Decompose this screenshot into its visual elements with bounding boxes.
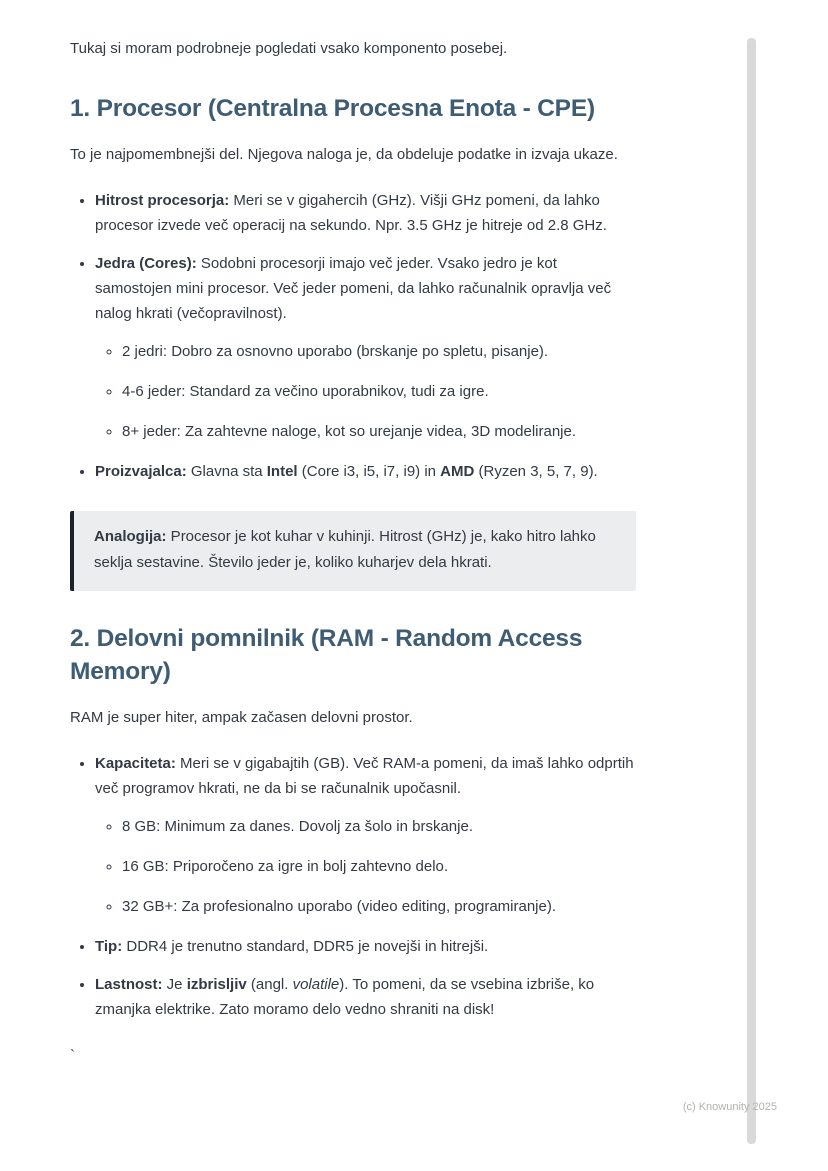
text-segment: Hitrost procesorja: xyxy=(95,192,230,209)
document-content xyxy=(70,0,636,1081)
text-segment: Proizvajalca: xyxy=(95,463,187,480)
scrollbar xyxy=(747,38,756,1144)
text-segment: (Ryzen 3, 5, 7, 9). xyxy=(474,463,598,480)
kapaciteta-sub-list xyxy=(95,814,636,919)
text-segment: DDR4 je trenutno standard, DDR5 je novejši in hitrejši. xyxy=(122,938,489,955)
text-segment: Je xyxy=(162,976,187,993)
sub-bullet-8-jeder: ◦ 8+ jeder: Za zahtevne naloge, kot so urejanje videa, 3D modeliranje. xyxy=(122,419,636,444)
text-segment: Analogija: xyxy=(94,528,167,545)
text-segment: izbrisljiv xyxy=(186,976,247,993)
jedra-sub-list xyxy=(95,339,636,444)
text-segment: Procesor je kot kuhar v kuhinji. Hitrost (GHz) je, kako hitro lahko seklja sestavine. Število jeder je, koliko kuharjev dela hkrati. xyxy=(94,528,596,571)
text-segment: Tip: xyxy=(95,938,123,955)
intro-paragraph: Tukaj si moram podrobneje pogledati vsako komponento posebej. xyxy=(70,40,508,57)
section-2-lead: RAM je super hiter, ampak začasen delovni prostor. xyxy=(70,709,413,726)
text-segment: Glavna sta xyxy=(186,463,267,480)
text-segment: Lastnost: xyxy=(95,976,163,993)
bullet-item-kapaciteta-text xyxy=(95,755,634,797)
section-1-list xyxy=(70,188,636,484)
text-segment: ). To pomeni, da se vsebina izbriše, ko zmanjka elektrike. Zato moramo delo vedno shraniti na disk! xyxy=(95,976,595,1018)
bullet-item-jedra-text xyxy=(95,255,611,322)
copyright-footer: (c) Knowunity 2025 xyxy=(682,1101,777,1113)
section-2-list xyxy=(70,751,636,1022)
text-segment: Jedra (Cores): xyxy=(95,255,197,272)
sub-bullet-4-6-jeder: ◦ 4-6 jeder: Standard za večino uporabnikov, tudi za igre. xyxy=(122,379,636,404)
text-segment: Intel xyxy=(266,463,298,480)
bullet-item-lastnost xyxy=(95,972,636,1022)
analogy-callout-text xyxy=(94,528,596,571)
text-segment: Meri se v gigahercih (GHz). Višji GHz pomeni, da lahko procesor izvede več operacij na sekundo. Npr. 3.5 GHz je hitreje od 2.8 GHz. xyxy=(95,192,607,234)
text-segment: Kapaciteta: xyxy=(95,755,176,772)
section-2-heading: 2. Delovni pomnilnik (RAM - Random Access Memory) xyxy=(70,625,583,685)
sub-bullet-16gb: ◦ 16 GB: Priporočeno za igre in bolj zahtevno delo. xyxy=(122,854,636,879)
section-1-heading: 1. Procesor (Centralna Procesna Enota - CPE) xyxy=(70,95,595,122)
text-segment: volatile xyxy=(292,976,340,993)
stray-backtick: ` xyxy=(70,1047,75,1064)
sub-bullet-2-jedri: ◦ 2 jedri: Dobro za osnovno uporabo (brskanje po spletu, pisanje). xyxy=(122,339,636,364)
sub-bullet-32gb: ◦ 32 GB+: Za profesionalno uporabo (video editing, programiranje). xyxy=(122,894,636,919)
text-segment: Sodobni procesorji imajo več jeder. Vsako jedro je kot samostojen mini procesor. Več jeder pomeni, da lahko računalnik opravlja več nalog hkrati (večopravilnost). xyxy=(95,255,612,322)
bullet-item-proizvajalca xyxy=(95,459,636,484)
analogy-callout xyxy=(70,511,636,591)
bullet-item-jedra xyxy=(95,251,636,444)
sub-bullet-8gb: ◦ 8 GB: Minimum za danes. Dovolj za šolo in brskanje. xyxy=(122,814,636,839)
bullet-item-kapaciteta xyxy=(95,751,636,919)
bullet-item-tip xyxy=(95,934,636,959)
text-segment: AMD xyxy=(440,463,475,480)
text-segment: (Core i3, i5, i7, i9) in xyxy=(297,463,441,480)
text-segment: (angl. xyxy=(246,976,293,993)
scrollbar-thumb[interactable] xyxy=(747,38,756,1144)
bullet-item-hitrost xyxy=(95,188,636,238)
section-1-lead: To je najpomembnejši del. Njegova naloga je, da obdeluje podatke in izvaja ukaze. xyxy=(70,146,618,163)
text-segment: Meri se v gigabajtih (GB). Več RAM-a pomeni, da imaš lahko odprtih več programov hkrati, ne da bi se računalnik upočasnil. xyxy=(95,755,634,797)
